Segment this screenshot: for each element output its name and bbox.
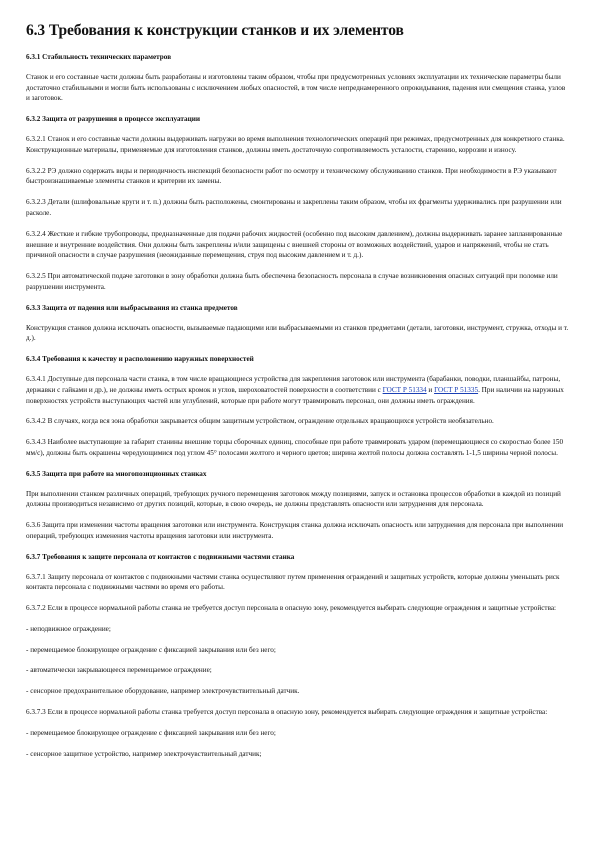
section-heading: 6.3.2 Защита от разрушения в процессе эксплуатации	[26, 115, 201, 124]
list-item: - сенсорное предохранительное оборудование, например электрочувствительный датчик.	[26, 687, 300, 696]
paragraph: 6.3.7.1 Защиту персонала от контактов с подвижными частями станка осуществляют путем применения ограждений и защитных устройств, которые должны уменьшать риск контакта персонала с подвижными частями во время его работы.	[26, 572, 560, 592]
paragraph	[26, 374, 569, 406]
section-heading: 6.3.4 Требования к качеству и расположению наружных поверхностей	[26, 355, 254, 364]
paragraph: 6.3.4.3 Наиболее выступающие за габарит станины внешние торцы сборочных единиц, способные при работе травмировать ударом (перемещающиеся со скоростью более 150 мм/с), должны быть окрашены чередующимися под углом 45° полосами желтого и черного цветов; ширина желтой полосы должна составлять 1-1,5 ширины черной полосы.	[26, 438, 564, 457]
gost-link[interactable]: ГОСТ Р 51335	[434, 385, 479, 394]
paragraph: 6.3.4.2 В случаях, когда вся зона обработки закрывается общим защитным устройством, ограждение отдельных вращающихся устройств необязательно.	[26, 417, 494, 426]
document-body	[26, 52, 569, 759]
section-heading: 6.3.3 Защита от падения или выбрасывания из станка предметов	[26, 303, 238, 312]
list-item: - сенсорное защитное устройство, например электрочувствительный датчик;	[26, 749, 262, 758]
paragraph: 6.3.7.3 Если в процессе нормальной работы станка требуется доступ персонала в опасную зону, рекомендуется выбирать следующие ограждения и защитные устройства:	[26, 708, 548, 717]
list-item: - перемещаемое блокирующее ограждение с фиксацией закрывания или без него;	[26, 728, 276, 737]
section-heading: 6.3.5 Защита при работе на многопозиционных станках	[26, 469, 207, 478]
paragraph-text: . При наличии на наружных поверхностях устройств выступающих частей или углублений, которые при работе могут травмировать персонал, они должны иметь ограждения.	[26, 385, 564, 405]
list-item: - перемещаемое блокирующее ограждение с фиксацией закрывания или без него;	[26, 645, 276, 654]
page-title: 6.3 Требования к конструкции станков и их элементов	[26, 22, 404, 39]
list-item: - автоматически закрывающееся перемещаемое ограждение;	[26, 666, 212, 675]
paragraph: 6.3.2.5 При автоматической подаче заготовки в зону обработки должна быть обеспечена безопасность персонала в случае возникновения опасных ситуаций при поломке или разрушении инструмента.	[26, 272, 558, 291]
paragraph: 6.3.2.4 Жесткие и гибкие трубопроводы, предназначенные для подачи рабочих жидкостей (особенно под высоким давлением), должны выдерживать заранее запланированные внешние и внутренние воздействия. Они должны быть закреплены и/или защищены с внешней стороны от возможных воздействий, ударов и напряжений, чтобы не стать причиной опасности в случае разрушения (неожиданные перемещения, струя под высоким давлением и т. д.).	[26, 229, 563, 260]
paragraph: 6.3.7.2 Если в процессе нормальной работы станка не требуется доступ персонала в опасную зону, рекомендуется выбирать следующие ограждения и защитные устройства:	[26, 604, 557, 613]
paragraph-text: 6.3.4.1 Доступные для персонала части станка, в том числе вращающиеся устройства для закрепления заготовок или инструмента (барабанки, поводки, планшайбы, патроны, державки с гайками и др.), не должны иметь острых кромок и углов, шероховатостей поверхности в соответствии с	[26, 374, 561, 394]
gost-link[interactable]: ГОСТ Р 51334	[382, 385, 427, 394]
paragraph: 6.3.2.3 Детали (шлифовальные круги и т. п.) должны быть расположены, смонтированы и закреплены таким образом, чтобы их фрагменты удерживались при разрушении или расколе.	[26, 198, 562, 217]
list-item: - неподвижное ограждение;	[26, 624, 111, 633]
paragraph: Станок и его составные части должны быть разработаны и изготовлены таким образом, чтобы при предусмотренных условиях эксплуатации их технические параметры были достаточно стабильными и могли быть использованы с исключением любых опасностей, в том числе непреднамеренного опрокидывания, падения или смещения станка, узлов и заготовок.	[26, 72, 566, 103]
paragraph-text: и	[426, 385, 435, 394]
section-heading: 6.3.1 Стабильность технических параметров	[26, 53, 172, 61]
paragraph: При выполнении станком различных операций, требующих ручного перемещения заготовок между позициями, запуск и остановка процессов обработки в каждой из позиций должны производиться независимо от других позиций, которые, в свою очередь, не должны представлять опасности или затруднения для персонала.	[26, 489, 561, 509]
section-heading: 6.3.7 Требования к защите персонала от контактов с подвижными частями станка	[26, 552, 295, 561]
paragraph: 6.3.2.1 Станок и его составные части должны выдерживать нагрузки во время выполнения технологических операций при режимах, предусмотренных для конкретного станка. Конструкционные материалы, применяемые для изготовления станков, должны иметь достаточную сопротивляемость усталости, старению, коррозии и износу.	[26, 134, 565, 154]
paragraph: 6.3.6 Защита при изменении частоты вращения заготовки или инструмента. Конструкция станка должна исключать опасность или затруднения для персонала при выполнении операций, требующих изменения частоты вращения заготовки или инструмента.	[26, 521, 564, 540]
paragraph: Конструкция станков должна исключать опасности, вызываемые падающими или выбрасываемыми из станков предметами (детали, заготовки, инструмент, стружка, отходы и т. д.).	[26, 323, 569, 343]
paragraph: 6.3.2.2 РЭ должно содержать виды и периодичность инспекций безопасности работ по осмотру и техническому обслуживанию станков. При необходимости в РЭ указывают быстроизнашиваемые элементы станков и критерии их замены.	[26, 166, 557, 186]
